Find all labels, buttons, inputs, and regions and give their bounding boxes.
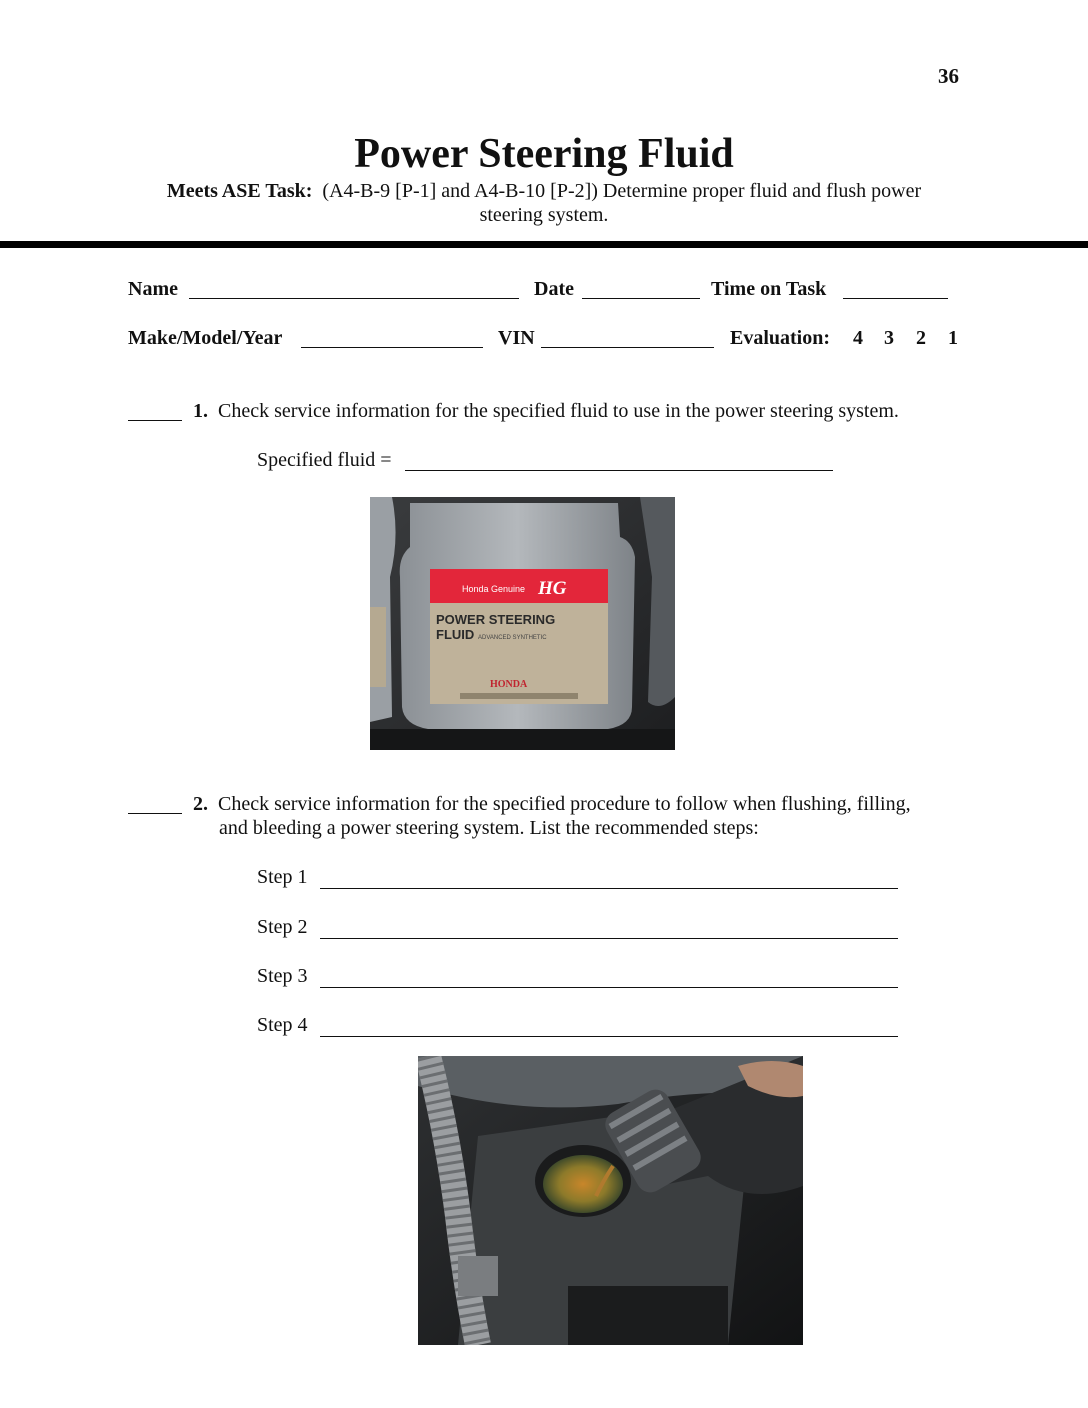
- step-2-label: Step 2: [257, 916, 308, 938]
- ase-task-subtitle: [130, 179, 958, 227]
- name-field[interactable]: [189, 298, 519, 299]
- question-1-text: Check service information for the specified fluid to use in the power steering system.: [218, 400, 899, 422]
- question-2-check-blank[interactable]: [128, 813, 182, 814]
- question-1: [193, 399, 899, 423]
- question-2: [193, 792, 911, 816]
- vin-label: VIN: [498, 327, 535, 349]
- question-2-text-line2: and bleeding a power steering system. List the recommended steps:: [219, 817, 759, 839]
- label-maker-text: HONDA: [490, 679, 528, 690]
- date-label: Date: [534, 278, 574, 300]
- label-brand-text: Honda Genuine: [462, 584, 526, 594]
- header-divider: [0, 241, 1088, 248]
- time-on-task-label: Time on Task: [711, 278, 827, 300]
- label-line1-text: POWER STEERING: [436, 612, 556, 627]
- ase-task-label: Meets ASE Task:: [166, 180, 313, 202]
- ase-task-text-line2: steering system.: [479, 204, 609, 226]
- step-1-field[interactable]: [320, 888, 898, 889]
- pouring-fluid-illustration: [418, 1056, 803, 1345]
- question-2-text-line1: Check service information for the specified procedure to follow when flushing, filling,: [218, 793, 911, 815]
- label-sub-text: ADVANCED SYNTHETIC: [478, 635, 547, 641]
- name-label: Name: [128, 278, 178, 300]
- make-model-year-field[interactable]: [301, 347, 483, 348]
- time-on-task-field[interactable]: [843, 298, 948, 299]
- page-title: Power Steering Fluid: [354, 131, 734, 177]
- specified-fluid-label: Specified fluid =: [257, 449, 392, 471]
- pouring-fluid-photo: [418, 1056, 803, 1345]
- step-2-field[interactable]: [320, 938, 898, 939]
- step-3-field[interactable]: [320, 987, 898, 988]
- page-number: 36: [938, 64, 959, 88]
- vin-field[interactable]: [541, 347, 714, 348]
- evaluation-score-1[interactable]: 1: [948, 327, 958, 349]
- question-1-number: 1.: [193, 400, 208, 422]
- question-1-check-blank[interactable]: [128, 420, 182, 421]
- question-2-number: 2.: [193, 793, 208, 815]
- evaluation-score-2[interactable]: 2: [916, 327, 926, 349]
- fluid-bottle-photo: [370, 497, 675, 750]
- step-4-field[interactable]: [320, 1036, 898, 1037]
- step-1-label: Step 1: [257, 866, 308, 888]
- evaluation-score-3[interactable]: 3: [884, 327, 894, 349]
- ase-task-text-line1: (A4-B-9 [P-1] and A4-B-10 [P-2]) Determine proper fluid and flush power: [322, 180, 922, 202]
- evaluation-score-4[interactable]: 4: [853, 327, 863, 349]
- label-logo-text: HG: [538, 578, 567, 599]
- label-line2-text: FLUID: [436, 627, 475, 642]
- fluid-bottle-illustration: [370, 497, 675, 750]
- date-field[interactable]: [582, 298, 700, 299]
- make-model-year-label: Make/Model/Year: [128, 327, 283, 349]
- specified-fluid-field[interactable]: [405, 470, 833, 471]
- step-3-label: Step 3: [257, 965, 308, 987]
- step-4-label: Step 4: [257, 1014, 308, 1036]
- evaluation-label: Evaluation:: [730, 327, 831, 349]
